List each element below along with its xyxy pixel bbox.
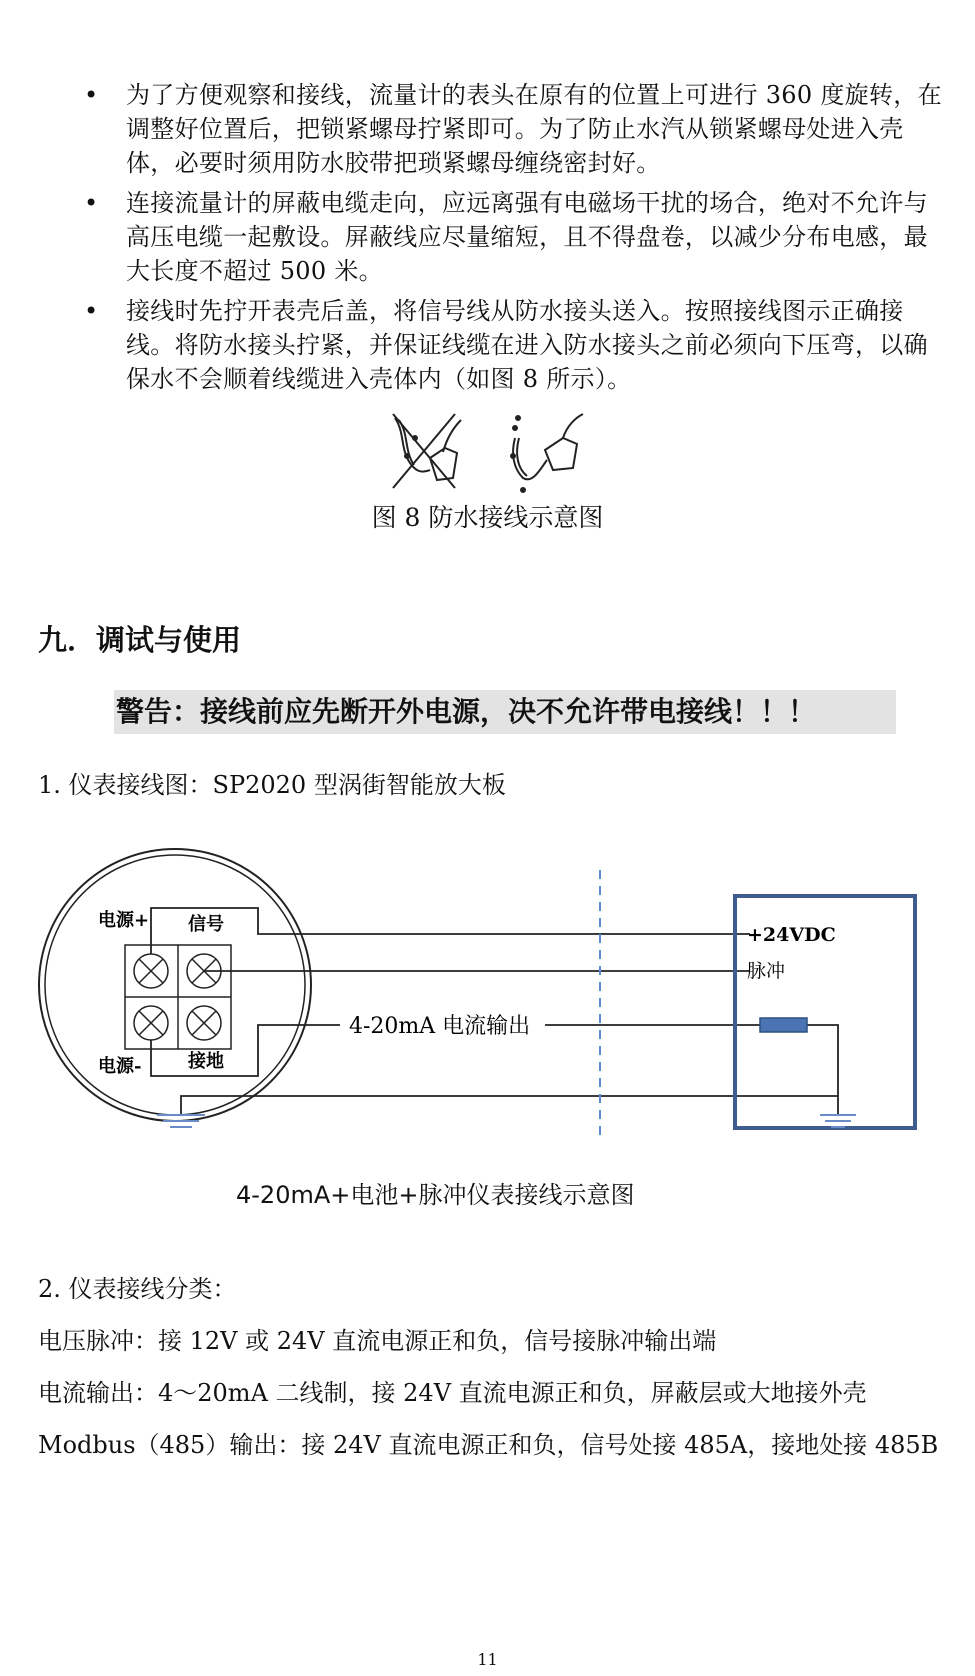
wiring-diagram [0, 840, 975, 1140]
label-power-minus: 电源- [98, 1056, 142, 1077]
incorrect-wiring-sketch [393, 414, 461, 488]
terminal-screw-power-minus [134, 1006, 168, 1040]
figure-caption: 图 8 防水接线示意图 [371, 503, 604, 532]
resistor [760, 1018, 807, 1032]
classification-item: 电流输出：4～20mA 二线制，接 24V 直流电源正和负，屏蔽层或大地接外壳 [38, 1379, 867, 1407]
bullet-text: 接线时先拧开表壳后盖，将信号线从防水接头送入。按照接线图示正确接线。将防水接头拧紧，并保证线缆在进入防水接头之前必须向下压弯，以确保水不会顺着线缆进入壳体内（如图 8 所示）。 [126, 297, 928, 393]
bullet-dot: • [84, 189, 99, 217]
bullet-text: 为了方便观察和接线，流量计的表头在原有的位置上可进行 360 度旋转，在调整好位置后，把锁紧螺母拧紧即可。为了防止水汽从锁紧螺母处进入壳体，必要时须用防水胶带把琐紧螺母缠绕密封好。 [126, 81, 942, 177]
classification-item: 电压脉冲：接 12V 或 24V 直流电源正和负，信号接脉冲输出端 [38, 1327, 717, 1355]
ground-symbol-right [820, 1115, 856, 1127]
wire-power-plus [151, 908, 750, 954]
label-current-output: 4-20mA 电流输出 [349, 1014, 531, 1039]
diagram-caption: 4-20mA+电池+脉冲仪表接线示意图 [236, 1181, 635, 1209]
terminal-screw-power-plus [134, 954, 168, 988]
bullet-item [0, 294, 975, 396]
wiring-heading: 1. 仪表接线图：SP2020 型涡街智能放大板 [38, 771, 506, 799]
bullet-item [0, 186, 975, 288]
waterproof-illustration [385, 408, 615, 498]
wire-current-out [151, 1025, 340, 1076]
warning-banner: 警告：接线前应先断开外电源，决不允许带电接线！！！ [114, 690, 896, 734]
ground-symbol-left [157, 1115, 205, 1127]
classification-item: Modbus（485）输出：接 24V 直流电源正和负，信号处接 485A，接地处接 485B [38, 1431, 939, 1459]
label-signal: 信号 [188, 914, 224, 935]
wire-ground [181, 1096, 838, 1115]
bullet-dot: • [84, 81, 99, 109]
terminal-screw-ground [187, 1006, 221, 1040]
meter-outer-circle [39, 849, 311, 1121]
bullet-text: 连接流量计的屏蔽电缆走向，应远离强有电磁场干扰的场合，绝对不允许与高压电缆一起敷设。屏蔽线应尽量缩短，且不得盘卷，以减少分布电感，最大长度不超过 500 米。 [126, 189, 928, 285]
correct-wiring-sketch [511, 414, 583, 492]
wire-resistor-return [807, 1025, 838, 1096]
label-pulse: 脉冲 [747, 960, 786, 982]
classification-heading: 2. 仪表接线分类： [38, 1275, 237, 1303]
section-title: 九．调试与使用 [38, 623, 242, 657]
label-power-plus: 电源+ [98, 910, 150, 931]
bullet-item [0, 78, 975, 180]
page-number: 11 [477, 1650, 498, 1669]
bullet-dot: • [84, 297, 99, 325]
bullet-list [0, 78, 975, 402]
label-24vdc: +24VDC [747, 924, 836, 946]
label-ground: 接地 [188, 1051, 224, 1072]
